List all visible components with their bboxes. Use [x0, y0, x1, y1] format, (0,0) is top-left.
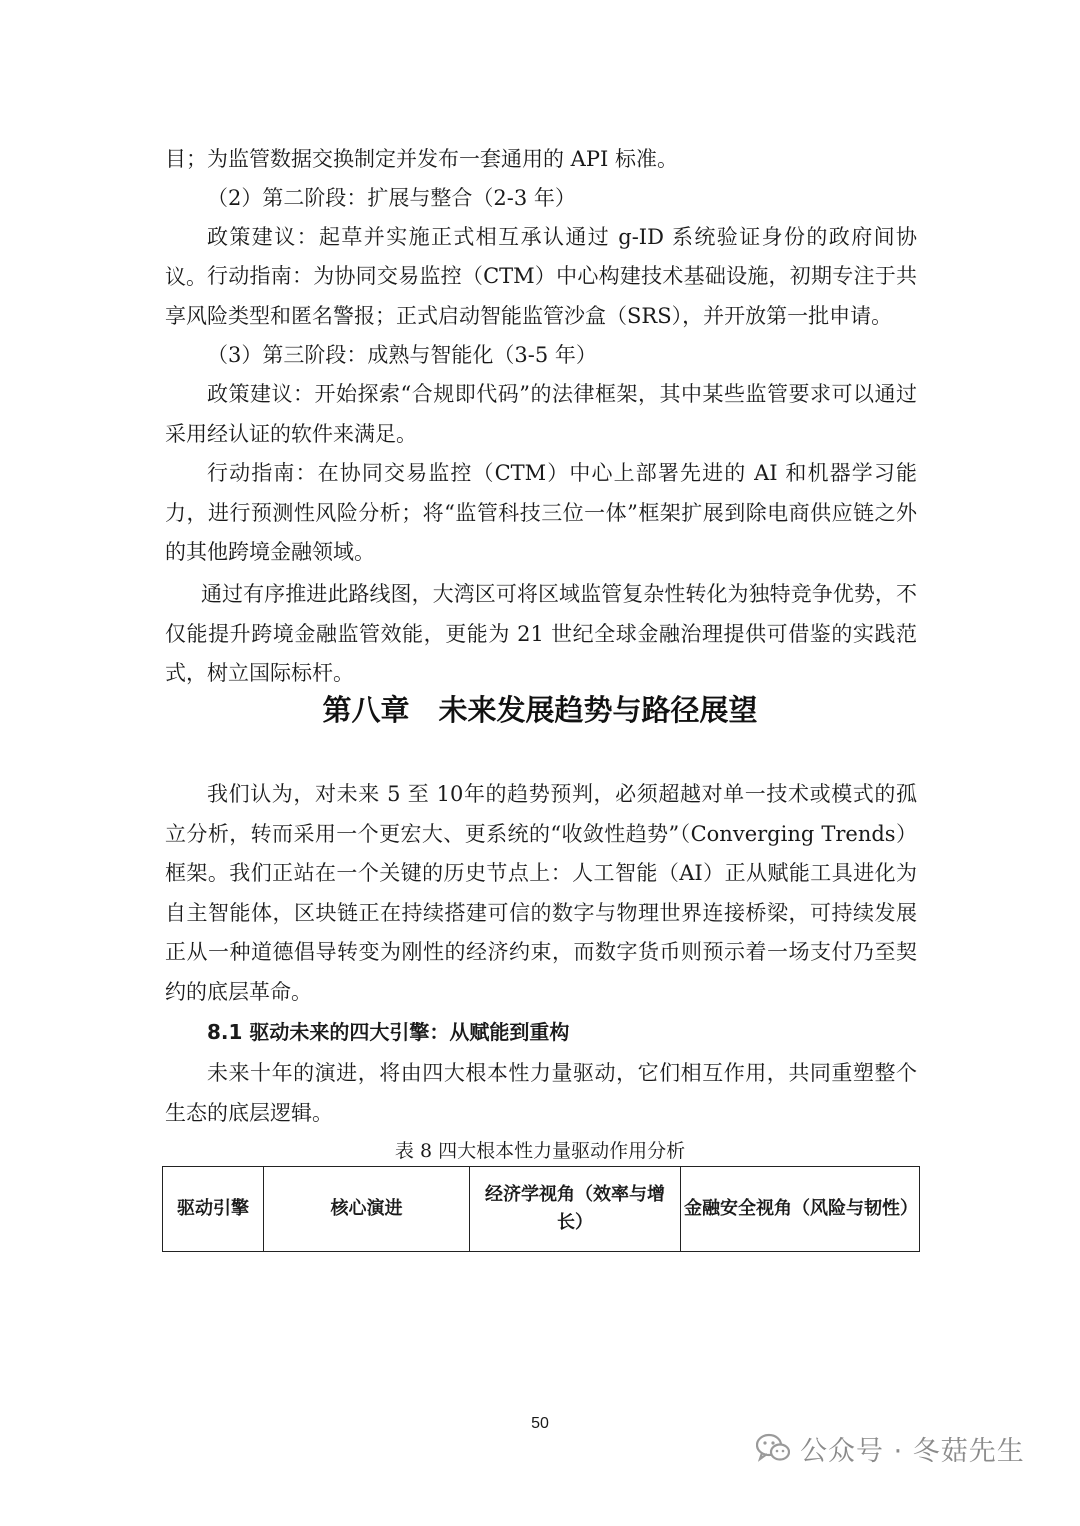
chapter-title: 第八章 未来发展趋势与路径展望: [322, 693, 758, 727]
chapter-intro: 我们认为，对未来 5 至 10年的趋势预判，必须超越对单一技术或模式的孤立分析，转而采用一个更宏大、更系统的“收敛性趋势”（Converging Trends）框架。我们正站在一个关键的历史节点上：人工智能（AI）正从赋能工具进化为自主智能体，区块链正在持续搭建可信的数字与物理世界连接桥梁，可持续发展正从一种道德倡导转变为刚性的经济约束，而数字货币则预示着一场支付乃至契约的底层革命。: [165, 782, 917, 1004]
wechat-icon: [756, 1433, 790, 1463]
phase-two-policy: 政策建议：起草并实施正式相互承认通过 g-ID 系统验证身份的政府间协议。: [165, 225, 917, 289]
section-title: 8.1 驱动未来的四大引擎：从赋能到重构: [207, 1020, 570, 1044]
watermark: [756, 1426, 1025, 1470]
table-caption: 表 8 四大根本性力量驱动作用分析: [394, 1140, 686, 1162]
paragraph-api-standard: 目；为监管数据交换制定并发布一套通用的 API 标准。: [165, 147, 678, 171]
page-number: 50: [531, 1415, 549, 1432]
section-paragraph: 未来十年的演进，将由四大根本性力量驱动，它们相互作用，共同重塑整个生态的底层逻辑。: [165, 1061, 917, 1125]
header-driver-engine: 驱动引擎: [163, 1167, 264, 1252]
phase-two-action: 行动指南：为协同交易监控（CTM）中心构建技术基础设施，初期专注于共享风险类型和匿名警报；正式启动智能监管沙盒（SRS），并开放第一批申请。: [165, 264, 917, 328]
watermark-text: 公众号 · 冬菇先生: [800, 1435, 1025, 1467]
phase-two-heading: （2）第二阶段：扩展与整合（2-3 年）: [207, 186, 576, 210]
phase-three-action: 行动指南：在协同交易监控（CTM）中心上部署先进的 AI 和机器学习能力，进行预测性风险分析；将“监管科技三位一体”框架扩展到除电商供应链之外的其他跨境金融领域。: [165, 461, 917, 564]
phase-three-heading: （3）第三阶段：成熟与智能化（3-5 年）: [207, 343, 597, 367]
drivers-table: [162, 1166, 920, 1252]
header-core-evolution: 核心演进: [264, 1167, 470, 1252]
roadmap-conclusion: 通过有序推进此路线图，大湾区可将区域监管复杂性转化为独特竞争优势，不仅能提升跨境金融监管效能，更能为 21 世纪全球金融治理提供可借鉴的实践范式，树立国际标杆。: [165, 582, 917, 685]
header-economic-view: 经济学视角（效率与增长）: [470, 1167, 681, 1252]
table-header-row: [163, 1167, 920, 1252]
phase-three-policy: 政策建议：开始探索“合规即代码”的法律框架，其中某些监管要求可以通过采用经认证的软件来满足。: [165, 382, 917, 446]
header-financial-security-view: 金融安全视角（风险与韧性）: [681, 1167, 920, 1252]
